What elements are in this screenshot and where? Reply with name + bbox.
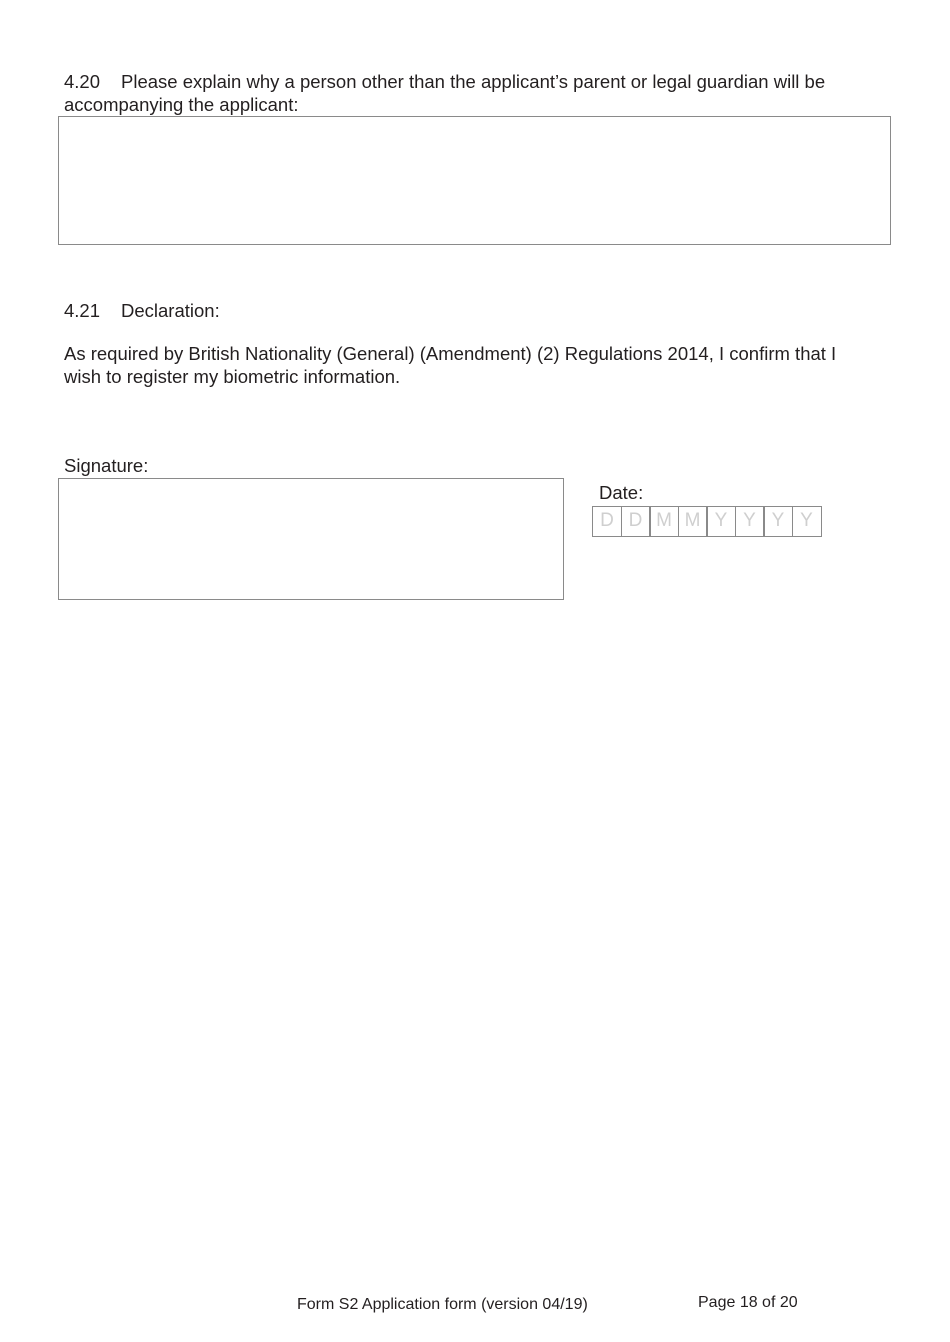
signature-box[interactable]	[58, 478, 564, 600]
declaration-line1: As required by British Nationality (General) (Amendment) (2) Regulations 2014, I confirm that I	[64, 343, 837, 364]
date-year-4[interactable]: Y	[792, 506, 822, 537]
signature-label: Signature:	[64, 455, 149, 476]
declaration-line2: wish to register my biometric information.	[64, 366, 401, 387]
date-year-3[interactable]: Y	[763, 506, 793, 537]
declaration-statement	[64, 342, 836, 388]
footer-page-number: Page 18 of 20	[698, 1294, 798, 1311]
question-text-line2: accompanying the applicant:	[64, 94, 299, 115]
question-4-21	[64, 299, 220, 322]
declaration-title: Declaration:	[121, 300, 220, 321]
date-label: Date:	[599, 482, 644, 503]
question-number: 4.21	[64, 300, 101, 321]
question-4-20	[64, 70, 825, 116]
date-month-2[interactable]: M	[678, 506, 708, 537]
date-day-1[interactable]: D	[592, 506, 622, 537]
date-year-2[interactable]: Y	[735, 506, 765, 537]
question-text-line1: Please explain why a person other than the applicant’s parent or legal guardian will be	[121, 71, 826, 92]
date-year-1[interactable]: Y	[706, 506, 736, 537]
date-day-2[interactable]: D	[621, 506, 651, 537]
question-number: 4.20	[64, 71, 101, 92]
explanation-answer-box[interactable]	[58, 116, 891, 245]
footer-form-name: Form S2 Application form (version 04/19)	[297, 1296, 588, 1313]
date-input[interactable]	[592, 506, 822, 537]
date-month-1[interactable]: M	[649, 506, 679, 537]
